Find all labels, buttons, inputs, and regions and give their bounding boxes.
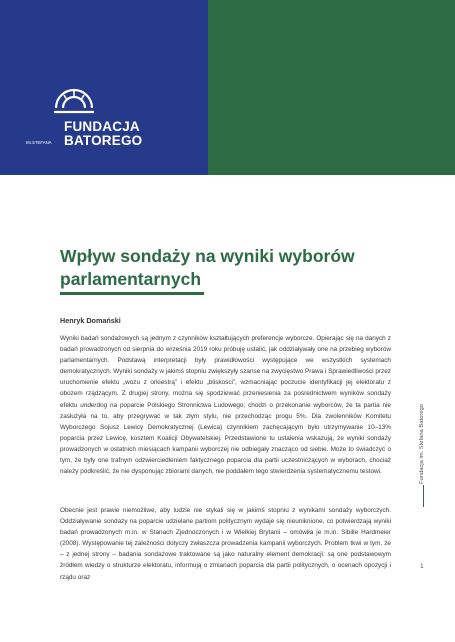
logo-wordmark-small: IM.STEFANA	[26, 140, 52, 145]
document-title: Wpływ sondaży na wyniki wyborów parlamentarnych	[60, 246, 355, 289]
abstract-paragraph	[60, 333, 391, 477]
abstract-text-end: na poparcie Polskiego Stronnictwa Ludowego; chodzi o przekonanie wyborców, że ta partia nie zasłużyła na to, aby przegrywać w tak złym stylu, nie przechodząc progu 5%. Dla zwolenników Komitetu Wyborczego Sojusz Lewicy Demokratycznej (Lewica) czynnikiem zachęcającym było utrzymywanie 10–13% poparcia przez Lewicę, kosztem Koalicji Obywatelskiej. Przedstawione tu ustalenia wskazują, że wyniki sondaży prowadzonych w ostatnich miesiącach kampanii wyborczej nie odbiegały znacząco od siebie. Może to świadczyć o tym, że były one trafnym odzwierciedleniem faktycznego poparcia dla partii uczestniczących w wyborach, chociaż należy podkreślić, że nie dysponując zbiorami danych, nie poddałem tego stwierdzenia systematycznemu testowi.	[60, 401, 391, 476]
header-band-green	[208, 0, 455, 175]
body-paragraph: Obecnie jest prawie niemożliwe, aby ludzie nie stykali się w jakimś stopniu z wynikami sondaży wyborczych. Oddziaływanie sondaży na poparcie udzielane partiom politycznym wydaje się nieuniknione, co potwierdzają wyniki badań prowadzonych m.in. w Stanach Zjednoczonych i w Wielkiej Brytanii – omówiła je m.in. Sibille Hardmeier (2008). Występowanie tej zależności dotyczy zwłaszcza prowadzenia kampanii wyborczych. Problem tkwi w tym, że – z jednej strony – badania sondażowe traktowane są jako naturalny element demokracji: są one podstawowym źródłem wiedzy o strukturze elektoratu, informują o zmianach poparcia dla partii politycznych, o ocenach opozycji i rządu oraz	[60, 507, 391, 581]
foundation-logo	[26, 86, 143, 156]
logo-wordmark-top: FUNDACJA	[64, 119, 140, 134]
title-underline	[60, 292, 204, 295]
side-divider	[423, 485, 424, 507]
abstract-text-start: Wyniki badań sondażowych są jednym z czynników kształtujących preferencje wyborcze. Opierając się na danych z badań prowadzonych od sierpnia do września 2019 roku próbuję ustalić, jak oddziaływały one na przebieg wyborów parlamentarnych. Podstawą interpretacji były prawidłowości występujące we wszystkich systemach demokratycznych. Wyniki sondaży w jakimś stopniu zwiększyły szanse na zwycięstwo Prawa i Sprawiedliwości przez uruchomienie efektu „wozu z orkiestrą” i efektu „bliskości”, wzmacniając poczucie identyfikacji jej elektoratu z obozem rządzącym. Z drugiej strony, można się spodziewać przeniesienia za pośrednictwem wyników sondaży efektu	[60, 335, 391, 409]
page-number: 1	[420, 563, 424, 570]
side-running-label: Fundacja im. Stefana Batorego	[419, 404, 425, 484]
logo-wordmark-bottom: BATOREGO	[64, 133, 143, 148]
sun-emblem-icon	[54, 86, 94, 116]
author-name: Henryk Domański	[60, 316, 121, 325]
abstract-italic-term: underdog	[80, 401, 108, 409]
